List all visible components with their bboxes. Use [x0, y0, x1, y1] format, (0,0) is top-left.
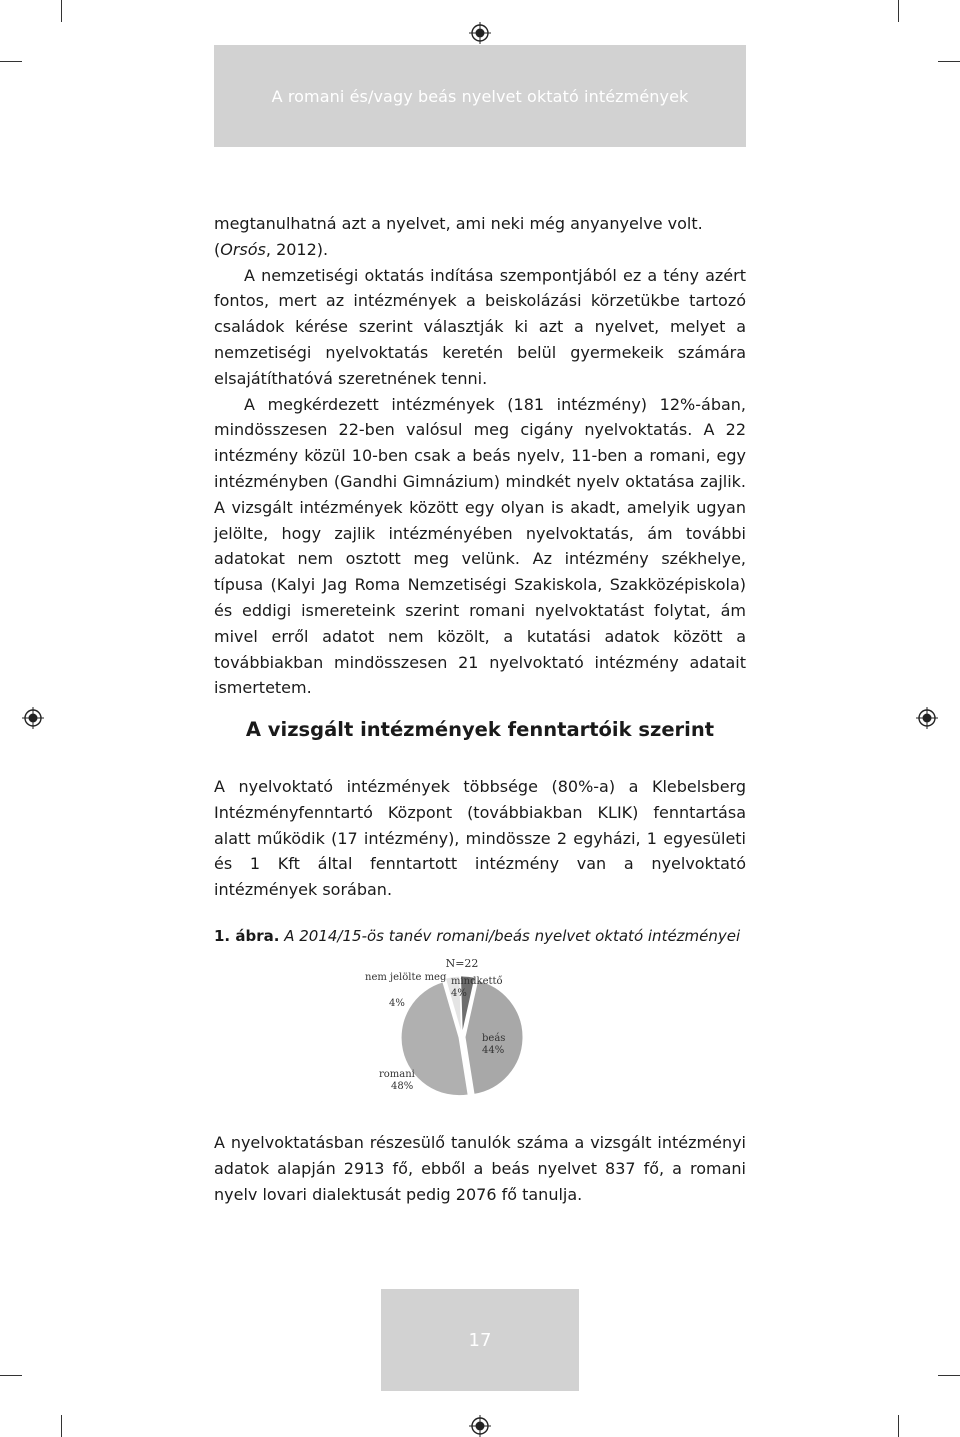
crop-mark — [898, 0, 899, 22]
running-header — [214, 45, 746, 147]
citation-author: Orsós — [220, 239, 266, 259]
crop-mark — [0, 1375, 22, 1376]
citation-rest: , 2012). — [265, 239, 329, 259]
registration-mark-icon — [469, 22, 491, 44]
section-text — [214, 774, 746, 903]
pie-chart-svg — [355, 955, 565, 1105]
paragraph: A megkérdezett intézmények (181 intézmény) 12%-ában, mindösszesen 22-ben valósul meg cigány nyelvoktatás. A 22 intézmény közül 10-ben csak a beás nyelv, 11-ben a romani, egy intézményben (Gandhi Gimnázium) mindkét nyelv oktatása zajlik. A vizsgált intézmények között egy olyan is akadt, amelyik ugyan jelölte, hogy zajlik intézményében nyelvoktatás, ám további adatokat nem osztott meg velünk. Az intézmény székhelye, típusa (Kalyi Jag Roma Nemzetiségi Szakiskola, Szakközépiskola) és eddigi ismereteink szerint romani nyelvoktatást folytat, ám mivel erről adatot nem közölt, a kutatási adatok között a továbbiakban mindösszesen 21 nyelvoktató intézmény adatait ismertetem. — [214, 394, 746, 698]
registration-mark-icon — [469, 1415, 491, 1437]
crop-mark — [938, 61, 960, 62]
crop-mark — [61, 1415, 62, 1437]
slice-label-romani: romani — [379, 1069, 415, 1080]
page-footer — [381, 1289, 579, 1391]
citation-open: ( — [214, 239, 221, 259]
registration-mark-icon — [22, 707, 44, 729]
figure-caption-text: A 2014/15-ös tanév romani/beás nyelvet oktató intézményei — [284, 927, 741, 945]
crop-mark — [0, 61, 22, 62]
crop-mark — [898, 1415, 899, 1437]
slice-value-nem-jelolte: 4% — [389, 998, 405, 1009]
running-title: A romani és/vagy beás nyelvet oktató intézmények — [271, 86, 689, 106]
pie-chart — [355, 955, 565, 1105]
registration-mark-icon — [916, 707, 938, 729]
closing-text — [214, 1130, 746, 1207]
slice-value-beas: 44% — [482, 1045, 505, 1056]
figure-label: 1. ábra. — [214, 927, 280, 945]
paragraph: A nemzetiségi oktatás indítása szempontjából ez a tény azért fontos, mert az intézmények a beiskolázási körzetükbe tartozó családok kérése szerint választják ki azt a nyelvet, melyet a nemzetiségi nyelvoktatás keretén belül gyermekeik számára elsajátíthatóvá szeretnének tenni. — [214, 265, 746, 388]
paragraph: A nyelvoktató intézmények többsége (80%-a) a Klebelsberg Intézményfenntartó Központ (továbbiakban KLIK) fenntartása alatt működik (17 intézmény), mindössze 2 egyházi, 1 egyesületi és 1 Kft által fenntartott intézmény van a nyelvoktató intézmények sorában. — [214, 777, 746, 900]
chart-title: N=22 — [445, 957, 479, 970]
crop-mark — [61, 0, 62, 22]
section-title: A vizsgált intézmények fenntartóik szerint — [245, 718, 715, 741]
paragraph: A nyelvoktatásban részesülő tanulók száma a vizsgált intézményi adatok alapján 2913 fő, ebből a beás nyelvet 837 fő, a romani nyelv lovari dialektusát pedig 2076 fő tanulja. — [214, 1133, 746, 1204]
body-text — [214, 211, 746, 701]
citation — [214, 237, 746, 263]
slice-value-romani: 48% — [391, 1081, 414, 1092]
crop-mark — [938, 1375, 960, 1376]
figure-caption — [214, 927, 774, 945]
slice-label-nem-jelolte: nem jelölte meg — [365, 972, 447, 983]
slice-label-mindketto: mindkettő — [451, 976, 503, 987]
paragraph: megtanulhatná azt a nyelvet, ami neki még anyanyelve volt. — [214, 214, 703, 233]
slice-label-beas: beás — [482, 1033, 506, 1044]
page-number: 17 — [468, 1329, 492, 1351]
slice-value-mindketto: 4% — [451, 988, 467, 999]
